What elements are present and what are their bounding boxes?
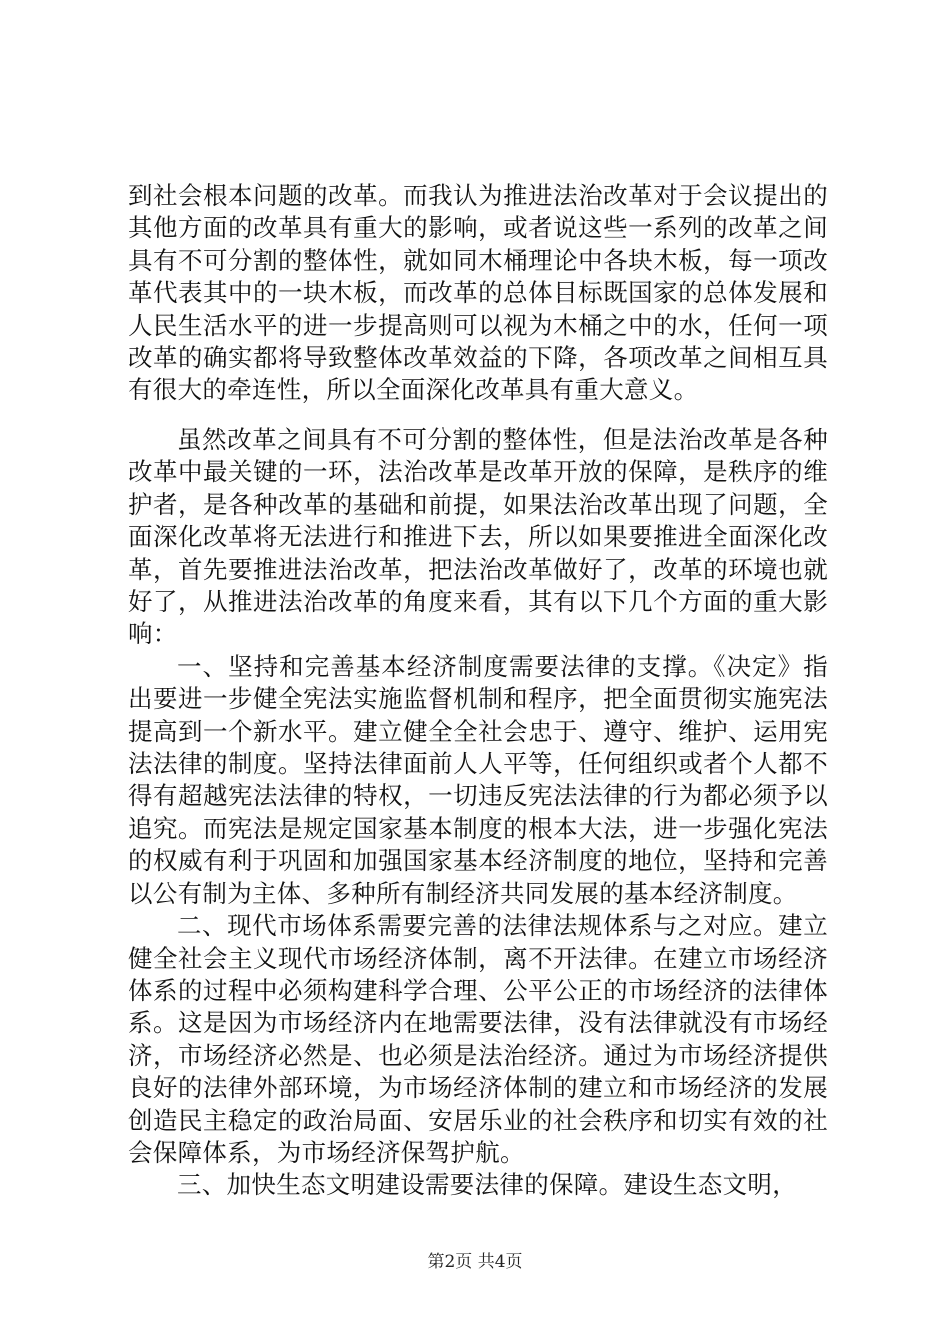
paragraph-point-one: 一、坚持和完善基本经济制度需要法律的支撑。《决定》指出要进一步健全宪法实施监督机制和程序，把全面贯彻实施宪法提高到一个新水平。建立健全全社会忠于、遵守、维护、运用宪法法律的制度。坚持法律面前人人平等，任何组织或者个人都不得有超越宪法法律的特权，一切违反宪法法律的行为都必须予以追究。而宪法是规定国家基本制度的根本大法，进一步强化宪法的权威有利于巩固和加强国家基本经济制度的地位，坚持和完善以公有制为主体、多种所有制经济共同发展的基本经济制度。 bbox=[128, 651, 828, 908]
text-block-main bbox=[128, 424, 828, 1202]
paragraph-point-three: 三、加快生态文明建设需要法律的保障。建设生态文明， bbox=[177, 1170, 797, 1200]
page-number-footer: 第2页 共4页 bbox=[427, 1252, 523, 1272]
text-block-continuation bbox=[128, 180, 828, 407]
paragraph-overview: 虽然改革之间具有不可分割的整体性，但是法治改革是各种改革中最关键的一环，法治改革是改革开放的保障，是秩序的维护者，是各种改革的基础和前提，如果法治改革出现了问题，全面深化改革将无法进行和推进下去，所以如果要推进全面深化改革，首先要推进法治改革，把法治改革做好了，改革的环境也就好了，从推进法治改革的角度来看，其有以下几个方面的重大影响： bbox=[128, 425, 828, 649]
paragraph-continued: 到社会根本问题的改革。而我认为推进法治改革对于会议提出的其他方面的改革具有重大的影响，或者说这些一系列的改革之间具有不可分割的整体性，就如同木桶理论中各块木板，每一项改革代表其中的一块木板，而改革的总体目标既国家的总体发展和人民生活水平的进一步提高则可以视为木桶之中的水，任何一项改革的确实都将导致整体改革效益的下降，各项改革之间相互具有很大的牵连性，所以全面深化改革具有重大意义。 bbox=[128, 181, 828, 405]
paragraph-point-two: 二、现代市场体系需要完善的法律法规体系与之对应。建立健全社会主义现代市场经济体制，离不开法律。在建立市场经济体系的过程中必须构建科学合理、公平公正的市场经济的法律体系。这是因为市场经济内在地需要法律，没有法律就没有市场经济，市场经济必然是、也必须是法治经济。通过为市场经济提供良好的法律外部环境，为市场经济体制的建立和市场经济的发展创造民主稳定的政治局面、安居乐业的社会秩序和切实有效的社会保障体系，为市场经济保驾护航。 bbox=[128, 911, 828, 1167]
